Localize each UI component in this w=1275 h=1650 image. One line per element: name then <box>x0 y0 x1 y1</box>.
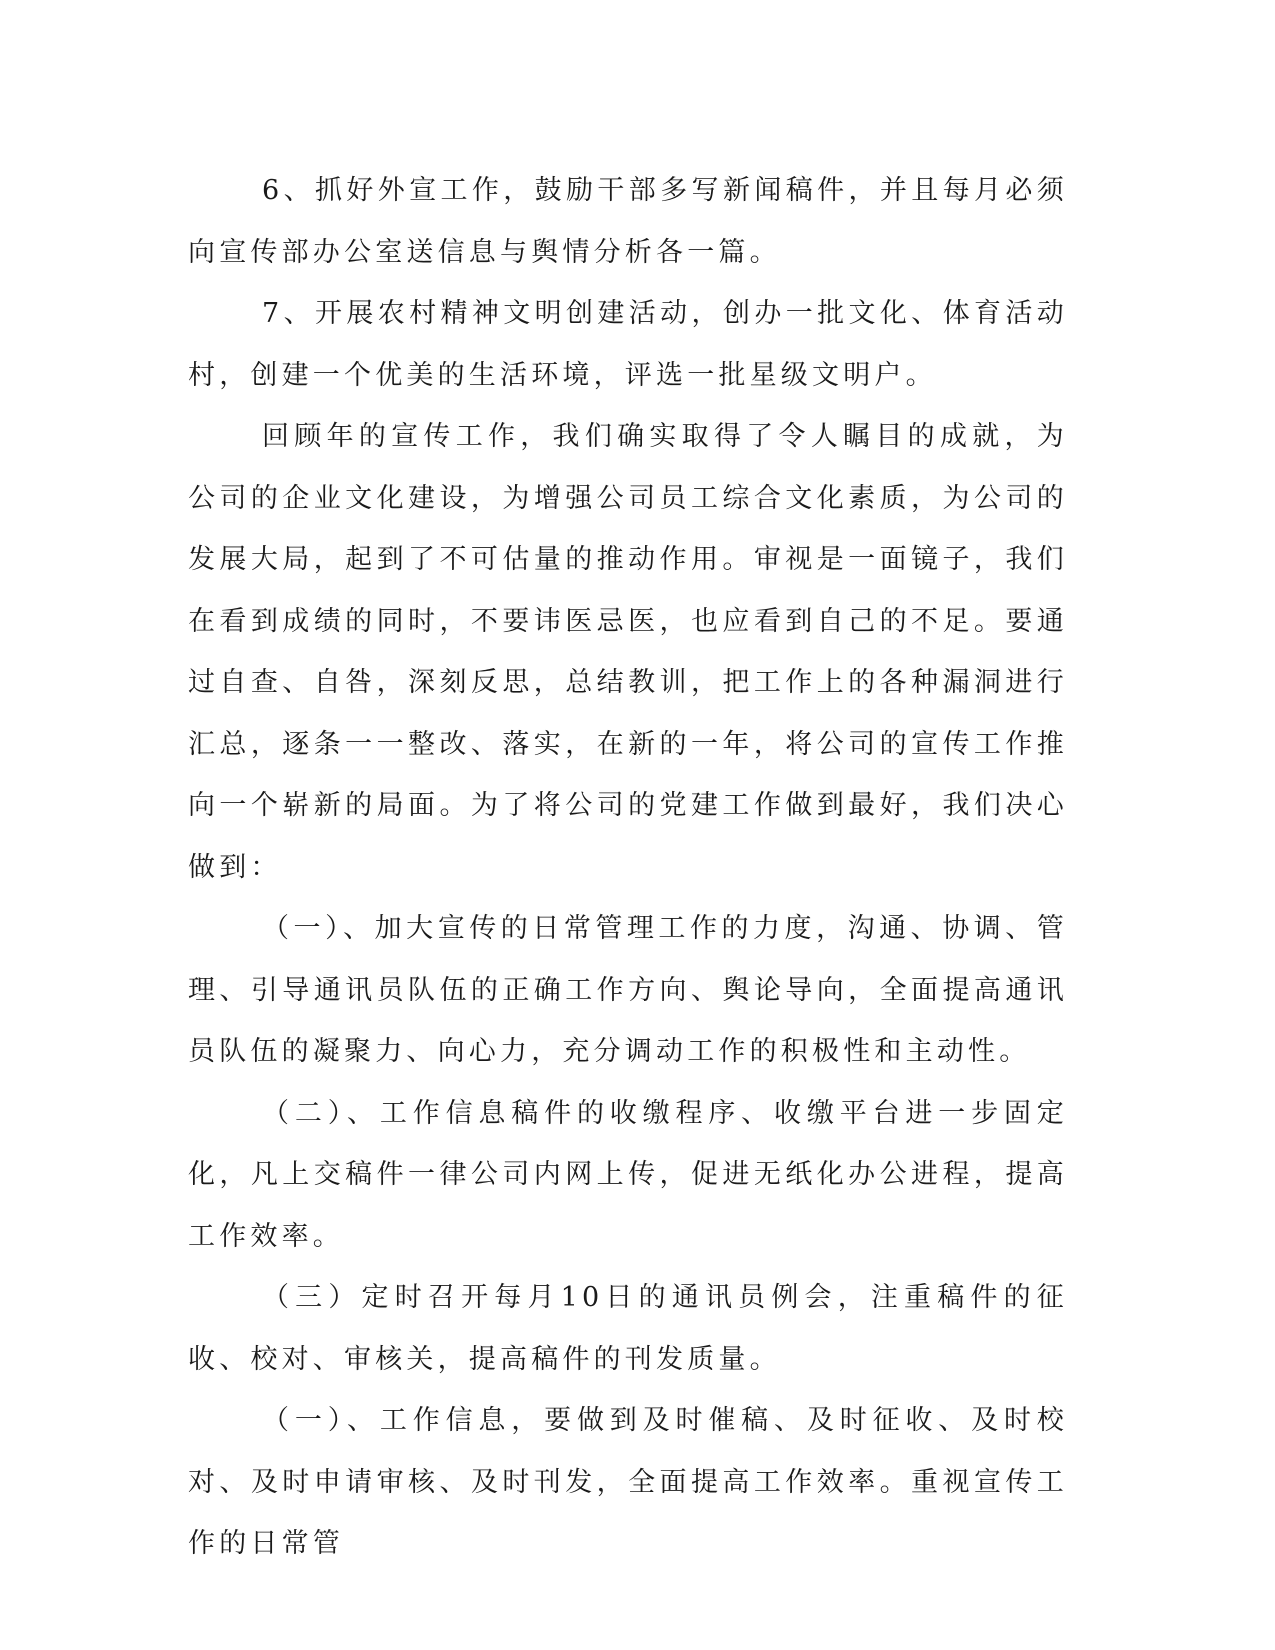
document-body <box>188 160 1068 1575</box>
paragraph-resolution-1: （一）、加大宣传的日常管理工作的力度，沟通、协调、管理、引导通讯员队伍的正确工作方向、舆论导向，全面提高通讯员队伍的凝聚力、向心力，充分调动工作的积极性和主动性。 <box>188 913 1068 1067</box>
paragraph-work-info: （一）、工作信息，要做到及时催稿、及时征收、及时校对、及时申请审核、及时刊发，全面提高工作效率。重视宣传工作的日常管 <box>188 1405 1068 1559</box>
paragraph-resolution-2: （二）、工作信息稿件的收缴程序、收缴平台进一步固定化，凡上交稿件一律公司内网上传，促进无纸化办公进程，提高工作效率。 <box>188 1097 1068 1252</box>
paragraph-resolution-3: （三）定时召开每月10日的通讯员例会，注重稿件的征收、校对、审核关，提高稿件的刊发质量。 <box>188 1282 1068 1375</box>
paragraph-item-7: 7、开展农村精神文明创建活动，创办一批文化、体育活动村，创建一个优美的生活环境，评选一批星级文明户。 <box>188 298 1068 391</box>
paragraph-item-6: 6、抓好外宣工作，鼓励干部多写新闻稿件，并且每月必须向宣传部办公室送信息与舆情分析各一篇。 <box>188 175 1068 268</box>
paragraph-review: 回顾年的宣传工作，我们确实取得了令人瞩目的成就，为公司的企业文化建设，为增强公司员工综合文化素质，为公司的发展大局，起到了不可估量的推动作用。审视是一面镜子，我们在看到成绩的同时，不要讳医忌医，也应看到自己的不足。要通过自查、自咎，深刻反思，总结教训，把工作上的各种漏洞进行汇总，逐条一一整改、落实，在新的一年，将公司的宣传工作推向一个崭新的局面。为了将公司的党建工作做到最好，我们决心做到： <box>188 421 1068 883</box>
